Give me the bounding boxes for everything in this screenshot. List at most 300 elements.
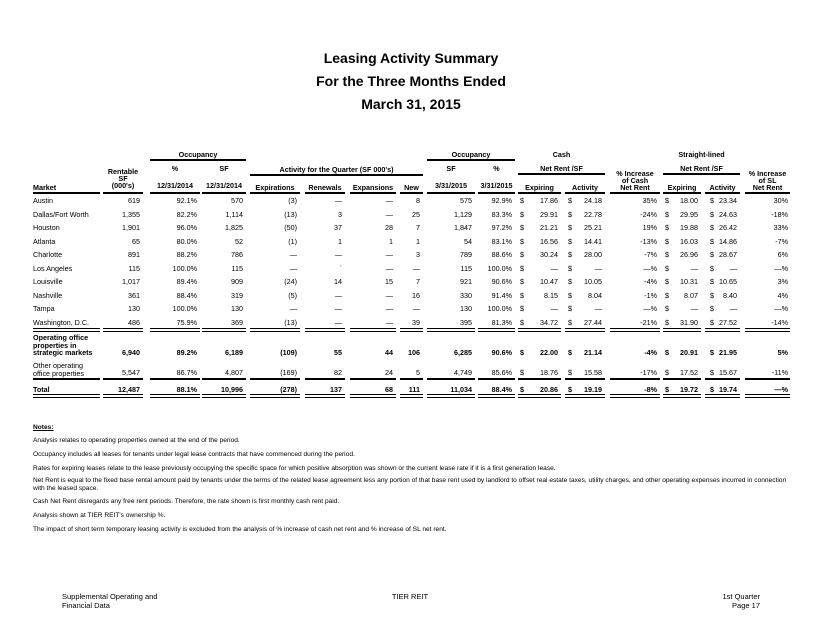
- double-rule: [400, 328, 423, 332]
- currency-symbol: $: [665, 196, 669, 205]
- table-cell: 115: [128, 264, 140, 273]
- note-item: Net Rent is equal to the fixed base rental amount paid by tenants under the terms of the related lease agreement less any portion of that base rent used by landlord to offset real estate taxes, utility charges, and other operating expenses incurred in connection with the leased space.: [33, 477, 787, 492]
- table-cell: —: [550, 264, 558, 273]
- table-cell: 44: [385, 348, 393, 357]
- table-cell: 1: [416, 237, 420, 246]
- rule: [250, 378, 300, 380]
- pct-header: %: [171, 164, 179, 173]
- activity-group-header: Activity for the Quarter (SF 000's): [279, 165, 394, 174]
- rule: [478, 192, 515, 194]
- table-cell: 14.86: [719, 237, 737, 246]
- table-cell: 909: [231, 277, 243, 286]
- currency-symbol: $: [710, 196, 714, 205]
- double-rule: [305, 328, 345, 332]
- table-cell: 16: [412, 291, 420, 300]
- rule: [610, 378, 660, 380]
- table-cell: 82: [334, 368, 342, 377]
- currency-symbol: $: [665, 304, 669, 313]
- table-cell: 26.42: [719, 223, 737, 232]
- table-cell: (109): [280, 348, 297, 357]
- table-cell: 4%: [777, 291, 788, 300]
- cash-increase-header: of Cash: [621, 176, 649, 185]
- currency-symbol: $: [568, 196, 572, 205]
- table-cell: 130: [460, 304, 472, 313]
- footer-left-line: Financial Data: [62, 601, 110, 610]
- table-cell: 14: [334, 277, 342, 286]
- table-cell: 15.67: [719, 368, 737, 377]
- double-rule: [33, 394, 100, 398]
- table-cell: 921: [460, 277, 472, 286]
- footer-right-line: 1st Quarter: [722, 592, 760, 601]
- table-cell: —: [334, 250, 342, 259]
- table-cell: -8%: [644, 385, 657, 394]
- sl-increase-header: Net Rent: [752, 183, 783, 192]
- currency-symbol: $: [710, 348, 714, 357]
- table-cell: -21%: [640, 318, 657, 327]
- date-header: 3/31/2015: [435, 181, 467, 190]
- double-rule: [518, 394, 561, 398]
- table-cell: 75.9%: [176, 318, 197, 327]
- currency-symbol: $: [568, 304, 572, 313]
- rule: [33, 192, 100, 194]
- rule: [305, 378, 345, 380]
- sf-header: SF: [219, 164, 229, 173]
- table-cell: -4%: [644, 348, 657, 357]
- table-cell: 89.2%: [176, 348, 197, 357]
- table-cell: 10.65: [719, 277, 737, 286]
- table-cell: 30%: [773, 196, 788, 205]
- double-rule: [663, 394, 701, 398]
- note-item: The impact of short term temporary leasing activity is excluded from the analysis of % increase of cash net rent and % increase of SL net rent.: [33, 526, 447, 533]
- table-cell: —: [385, 264, 393, 273]
- table-cell: 22.00: [540, 348, 558, 357]
- table-cell: 21.21: [540, 223, 558, 232]
- market-name: Charlotte: [33, 250, 63, 259]
- table-cell: (24): [284, 277, 297, 286]
- table-cell: -1%: [644, 291, 657, 300]
- currency-symbol: $: [710, 368, 714, 377]
- double-rule: [202, 394, 246, 398]
- table-cell: 33%: [773, 223, 788, 232]
- table-cell: 8.04: [588, 291, 602, 300]
- notes-heading: Notes:: [33, 424, 54, 431]
- note-item: Analysis shown at TIER REIT's ownership %.: [33, 512, 166, 519]
- currency-symbol: $: [665, 237, 669, 246]
- table-cell: 8.07: [684, 291, 698, 300]
- table-cell: 8.40: [723, 291, 737, 300]
- currency-symbol: $: [568, 210, 572, 219]
- table-cell: —%: [774, 264, 788, 273]
- table-cell: —: [729, 264, 737, 273]
- table-cell: —: [594, 264, 602, 273]
- currency-symbol: $: [665, 264, 669, 273]
- table-cell: —: [412, 304, 420, 313]
- double-rule: [400, 394, 423, 398]
- table-cell: 130: [128, 304, 140, 313]
- table-cell: -13%: [640, 237, 657, 246]
- rule: [33, 378, 100, 380]
- table-cell: 100.0%: [487, 304, 512, 313]
- double-rule: [150, 328, 200, 332]
- table-cell: 1,847: [454, 223, 472, 232]
- table-cell: 89.4%: [176, 277, 197, 286]
- currency-symbol: $: [520, 291, 524, 300]
- renewals-header: Renewals: [308, 183, 342, 192]
- currency-symbol: $: [665, 348, 669, 357]
- new-header: New: [404, 183, 419, 192]
- table-cell: (278): [280, 385, 297, 394]
- currency-symbol: $: [568, 348, 572, 357]
- table-cell: 88.2%: [176, 250, 197, 259]
- table-cell: —%: [643, 304, 657, 313]
- table-cell: 100.0%: [172, 264, 197, 273]
- double-rule: [705, 394, 740, 398]
- table-cell: 10.05: [584, 277, 602, 286]
- table-cell: —: [729, 304, 737, 313]
- table-cell: —: [385, 210, 393, 219]
- rule: [565, 192, 605, 194]
- table-cell: 10.31: [680, 277, 698, 286]
- table-cell: (169): [280, 368, 297, 377]
- occupancy-group-header: Occupancy: [178, 150, 218, 159]
- table-cell: (50): [284, 223, 297, 232]
- table-cell: —: [289, 250, 297, 259]
- table-cell: 3: [338, 210, 342, 219]
- table-cell: —: [385, 318, 393, 327]
- double-rule: [150, 394, 200, 398]
- currency-symbol: $: [710, 291, 714, 300]
- double-rule: [610, 394, 660, 398]
- table-cell: 68: [385, 385, 393, 394]
- table-cell: 100.0%: [487, 264, 512, 273]
- table-cell: 27.44: [584, 318, 602, 327]
- rule: [400, 378, 423, 380]
- table-cell: 92.9%: [491, 196, 512, 205]
- table-cell: —: [385, 196, 393, 205]
- table-cell: 97.2%: [491, 223, 512, 232]
- table-cell: 28.67: [719, 250, 737, 259]
- currency-symbol: $: [665, 318, 669, 327]
- table-cell: 27.52: [719, 318, 737, 327]
- double-rule: [663, 328, 701, 332]
- market-name: Other operating office properties: [33, 361, 85, 378]
- table-cell: 55: [334, 348, 342, 357]
- table-cell: 15: [385, 277, 393, 286]
- table-cell: 54: [464, 237, 472, 246]
- currency-symbol: $: [665, 210, 669, 219]
- table-cell: 319: [231, 291, 243, 300]
- rule: [427, 378, 475, 380]
- table-cell: 17.52: [680, 368, 698, 377]
- date-header: 12/31/2014: [206, 181, 242, 190]
- table-cell: 1,114: [225, 210, 243, 219]
- market-name: Dallas/Fort Worth: [33, 210, 89, 219]
- double-rule: [305, 394, 345, 398]
- table-cell: 21.95: [719, 348, 737, 357]
- currency-symbol: $: [665, 223, 669, 232]
- table-cell: 10,996: [221, 385, 243, 394]
- table-cell: 25: [412, 210, 420, 219]
- table-cell: 16.03: [680, 237, 698, 246]
- table-cell: —: [385, 291, 393, 300]
- rule: [565, 378, 605, 380]
- rule: [663, 173, 740, 175]
- table-cell: 81.3%: [491, 318, 512, 327]
- table-cell: 1: [338, 237, 342, 246]
- expansions-header: Expansions: [352, 183, 394, 192]
- table-cell: 111: [408, 385, 420, 394]
- table-cell: —: [334, 318, 342, 327]
- double-rule: [427, 394, 475, 398]
- date-header: 12/31/2014: [157, 181, 193, 190]
- rule: [202, 378, 246, 380]
- table-cell: —%: [774, 385, 788, 394]
- table-cell: —%: [774, 304, 788, 313]
- table-cell: —: [385, 304, 393, 313]
- rule: [518, 173, 605, 175]
- market-name: Washington, D.C.: [33, 318, 90, 327]
- table-cell: 137: [330, 385, 342, 394]
- market-name: Austin: [33, 196, 53, 205]
- table-cell: 1,129: [454, 210, 472, 219]
- rule: [663, 378, 701, 380]
- currency-symbol: $: [520, 264, 524, 273]
- sf-header: SF: [446, 164, 456, 173]
- cash-increase-header: % Increase: [616, 169, 654, 178]
- table-cell: 19.74: [719, 385, 737, 394]
- currency-symbol: $: [710, 318, 714, 327]
- rule: [663, 192, 701, 194]
- currency-symbol: $: [710, 223, 714, 232]
- table-cell: 12,487: [118, 385, 140, 394]
- double-rule: [745, 394, 790, 398]
- double-rule: [565, 394, 605, 398]
- currency-symbol: $: [665, 368, 669, 377]
- table-cell: 115: [460, 264, 472, 273]
- table-cell: 570: [231, 196, 243, 205]
- currency-symbol: $: [568, 237, 572, 246]
- table-cell: 80.0%: [176, 237, 197, 246]
- table-cell: 1,017: [122, 277, 140, 286]
- table-cell: —%: [643, 264, 657, 273]
- table-cell: —: [334, 304, 342, 313]
- table-cell: 6%: [777, 250, 788, 259]
- double-rule: [350, 328, 396, 332]
- note-item: Cash Net Rent disregards any free rent periods. Therefore, the rate shown is first monthly cash rent paid.: [33, 498, 340, 505]
- currency-symbol: $: [710, 385, 714, 394]
- table-cell: 25.21: [584, 223, 602, 232]
- table-cell: 23.34: [719, 196, 737, 205]
- table-cell: 5%: [777, 348, 788, 357]
- rentable-sf-header: SF: [118, 174, 128, 183]
- rule: [250, 174, 423, 176]
- table-cell: 395: [460, 318, 472, 327]
- table-cell: -11%: [771, 368, 788, 377]
- market-name: Houston: [33, 223, 60, 232]
- currency-symbol: $: [710, 210, 714, 219]
- table-cell: 6,285: [454, 348, 472, 357]
- footer-right-line: Page 17: [732, 601, 760, 610]
- table-cell: 29.91: [540, 210, 558, 219]
- market-header: Market: [33, 183, 57, 192]
- table-cell: 86.7%: [176, 368, 197, 377]
- double-rule: [33, 328, 100, 332]
- rule: [400, 192, 423, 194]
- rule: [745, 378, 790, 380]
- table-cell: -14%: [771, 318, 788, 327]
- table-cell: (3): [288, 196, 297, 205]
- rule: [150, 159, 246, 161]
- table-cell: `: [339, 264, 342, 273]
- sl-increase-header: % Increase: [748, 169, 787, 178]
- table-cell: 30.24: [540, 250, 558, 259]
- market-name: Atlanta: [33, 237, 56, 246]
- double-rule: [745, 328, 790, 332]
- footer-left: [62, 592, 157, 610]
- currency-symbol: $: [520, 223, 524, 232]
- table-cell: 20.86: [540, 385, 558, 394]
- currency-symbol: $: [710, 304, 714, 313]
- table-cell: 85.6%: [491, 368, 512, 377]
- table-cell: 34.72: [540, 318, 558, 327]
- table-cell: 1: [389, 237, 393, 246]
- table-cell: 106: [408, 348, 420, 357]
- table-cell: 1,355: [122, 210, 140, 219]
- table-cell: (13): [284, 210, 297, 219]
- table-cell: 65: [132, 237, 140, 246]
- currency-symbol: $: [710, 264, 714, 273]
- market-name: Tampa: [33, 304, 55, 313]
- table-cell: 92.1%: [176, 196, 197, 205]
- note-item: Rates for expiring leases relate to the lease previously occupying the specific space for which positive absorption was shown or the current lease rate if it is a first generation lease.: [33, 465, 556, 472]
- currency-symbol: $: [520, 237, 524, 246]
- rule: [427, 192, 475, 194]
- table-cell: 11,034: [450, 385, 472, 394]
- cash-net-rent-header: Net Rent /SF: [540, 164, 583, 173]
- table-cell: 6,940: [122, 348, 140, 357]
- table-cell: 82.2%: [176, 210, 197, 219]
- table-cell: 96.0%: [176, 223, 197, 232]
- double-rule: [705, 328, 740, 332]
- double-rule: [478, 328, 515, 332]
- table-cell: 29.95: [680, 210, 698, 219]
- table-cell: —: [289, 264, 297, 273]
- double-rule: [427, 328, 475, 332]
- table-cell: 789: [460, 250, 472, 259]
- table-cell: 88.4%: [491, 385, 512, 394]
- table-cell: —: [412, 264, 420, 273]
- rule: [103, 378, 143, 380]
- table-cell: -24%: [640, 210, 657, 219]
- table-cell: 1,825: [225, 223, 243, 232]
- currency-symbol: $: [568, 277, 572, 286]
- currency-symbol: $: [665, 291, 669, 300]
- table-cell: 24: [385, 368, 393, 377]
- double-rule: [610, 328, 660, 332]
- note-item: Occupancy includes all leases for tenants under legal lease contracts that have commenced during the period.: [33, 451, 355, 458]
- table-cell: 18.76: [540, 368, 558, 377]
- rule: [518, 378, 561, 380]
- rule: [478, 378, 515, 380]
- currency-symbol: $: [520, 304, 524, 313]
- rule: [518, 192, 561, 194]
- double-rule: [103, 394, 143, 398]
- currency-symbol: $: [665, 250, 669, 259]
- cash-group-header: Cash: [552, 150, 571, 159]
- straight-lined-group-header: Straight-lined: [678, 150, 725, 159]
- table-cell: 7: [416, 277, 420, 286]
- currency-symbol: $: [568, 385, 572, 394]
- table-cell: (5): [288, 291, 297, 300]
- currency-symbol: $: [520, 277, 524, 286]
- table-cell: 330: [460, 291, 472, 300]
- table-cell: 39: [412, 318, 420, 327]
- currency-symbol: $: [568, 250, 572, 259]
- table-cell: 486: [128, 318, 140, 327]
- currency-symbol: $: [665, 385, 669, 394]
- rule: [103, 192, 143, 194]
- table-cell: 15.58: [584, 368, 602, 377]
- rentable-sf-header: Rentable: [107, 167, 139, 176]
- table-cell: —: [550, 304, 558, 313]
- table-cell: 88.6%: [491, 250, 512, 259]
- table-cell: —: [385, 250, 393, 259]
- report-subtitle: For the Three Months Ended: [316, 73, 506, 89]
- table-cell: 619: [128, 196, 140, 205]
- table-cell: 90.6%: [491, 348, 512, 357]
- double-rule: [103, 328, 143, 332]
- currency-symbol: $: [568, 264, 572, 273]
- table-cell: 4,749: [454, 368, 472, 377]
- double-rule: [518, 328, 561, 332]
- table-cell: 361: [128, 291, 140, 300]
- rule: [705, 192, 740, 194]
- currency-symbol: $: [520, 196, 524, 205]
- activity-header: Activity: [709, 183, 736, 192]
- rule: [350, 192, 396, 194]
- table-cell: 6,189: [225, 348, 243, 357]
- table-cell: —: [289, 304, 297, 313]
- table-cell: 31.90: [680, 318, 698, 327]
- table-cell: 83.3%: [491, 210, 512, 219]
- table-cell: 5,547: [122, 368, 140, 377]
- sl-increase-header: of SL: [758, 176, 777, 185]
- table-cell: 26.96: [680, 250, 698, 259]
- table-cell: 8: [416, 196, 420, 205]
- table-cell: —: [690, 264, 698, 273]
- note-item: Analysis relates to operating properties owned at the end of the period.: [33, 437, 240, 444]
- currency-symbol: $: [710, 250, 714, 259]
- double-rule: [478, 394, 515, 398]
- footer-right: [722, 592, 760, 610]
- table-cell: -17%: [640, 368, 657, 377]
- table-cell: 20.91: [680, 348, 698, 357]
- table-cell: 1,901: [122, 223, 140, 232]
- market-name: Total: [33, 385, 50, 394]
- table-cell: 52: [235, 237, 243, 246]
- table-cell: 88.4%: [176, 291, 197, 300]
- table-cell: —: [594, 304, 602, 313]
- table-cell: 24.18: [584, 196, 602, 205]
- table-cell: -7%: [644, 250, 657, 259]
- rule: [305, 192, 345, 194]
- table-cell: -4%: [644, 277, 657, 286]
- currency-symbol: $: [520, 210, 524, 219]
- currency-symbol: $: [568, 291, 572, 300]
- rentable-sf-header: (000's): [111, 181, 135, 190]
- rule: [610, 192, 660, 194]
- report-date: March 31, 2015: [361, 96, 461, 112]
